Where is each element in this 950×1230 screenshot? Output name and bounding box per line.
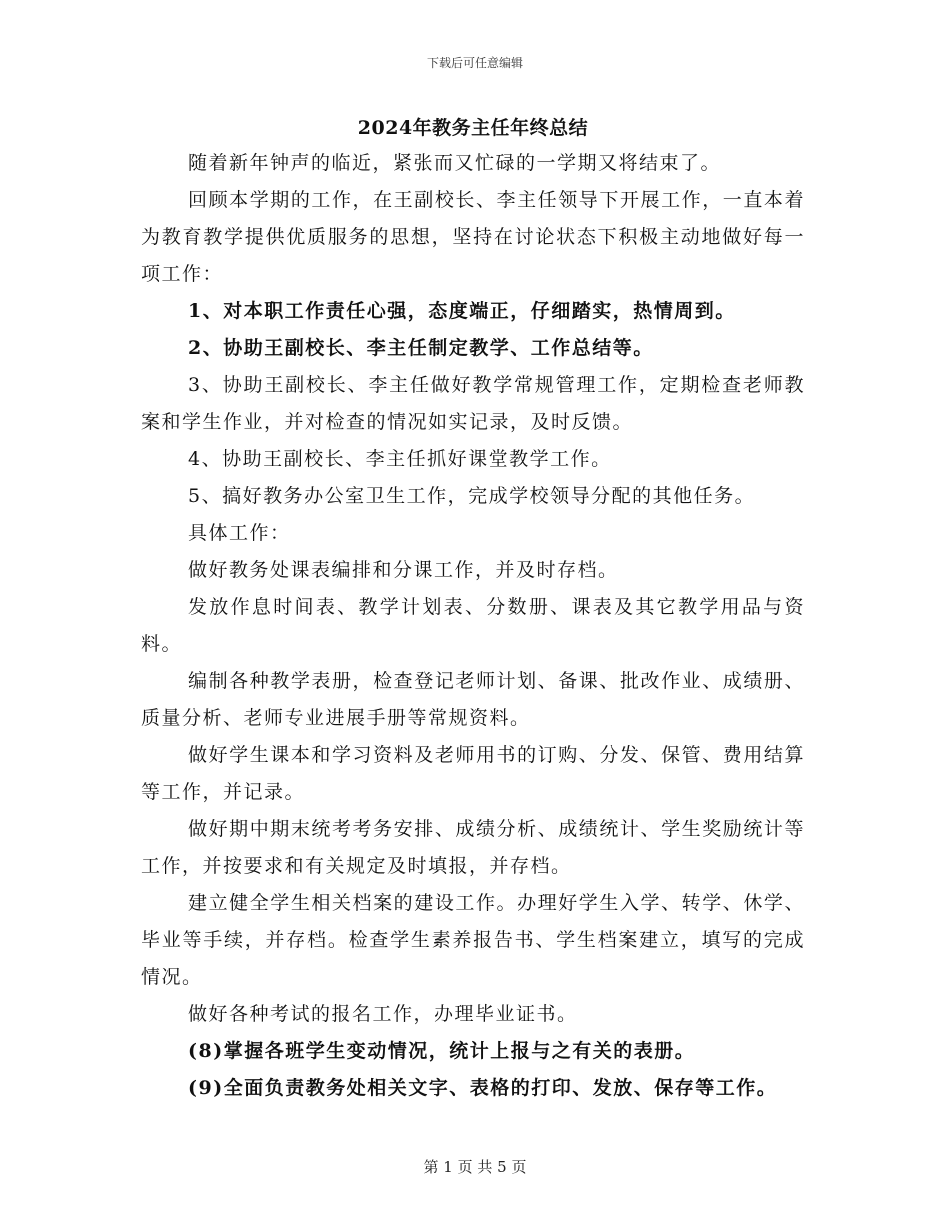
- paragraph: 发放作息时间表、教学计划表、分数册、课表及其它教学用品与资料。: [141, 596, 805, 655]
- paragraph: (9)全面负责教务处相关文字、表格的打印、发放、保存等工作。: [188, 1077, 778, 1099]
- paragraph: (8)掌握各班学生变动情况，统计上报与之有关的表册。: [188, 1040, 696, 1062]
- paragraph: 1、对本职工作责任心强，态度端正，仔细踏实，热情周到。: [188, 300, 736, 322]
- paragraph-list: [141, 145, 805, 1107]
- paragraph: 做好教务处课表编排和分课工作，并及时存档。: [188, 559, 619, 581]
- page-header-note: 下载后可任意编辑: [426, 56, 523, 70]
- paragraph: 做好各种考试的报名工作，办理毕业证书。: [188, 1003, 578, 1025]
- paragraph: 5、搞好教务办公室卫生工作，完成学校领导分配的其他任务。: [188, 485, 756, 507]
- document-body: [141, 115, 805, 1107]
- paragraph: 建立健全学生相关档案的建设工作。办理好学生入学、转学、休学、毕业等手续，并存档。检查学生素养报告书、学生档案建立，填写的完成情况。: [141, 892, 805, 988]
- paragraph: 做好学生课本和学习资料及老师用书的订购、分发、保管、费用结算等工作，并记录。: [141, 744, 805, 803]
- paragraph: 回顾本学期的工作，在王副校长、李主任领导下开展工作，一直本着为教育教学提供优质服务的思想，坚持在讨论状态下积极主动地做好每一项工作：: [141, 189, 805, 285]
- paragraph: 随着新年钟声的临近，紧张而又忙碌的一学期又将结束了。: [188, 152, 722, 174]
- page-number-footer: 第 1 页 共 5 页: [423, 1158, 527, 1176]
- paragraph: 做好期中期末统考考务安排、成绩分析、成绩统计、学生奖励统计等工作，并按要求和有关规定及时填报，并存档。: [141, 818, 805, 877]
- paragraph: 编制各种教学表册，检查登记老师计划、备课、批改作业、成绩册、质量分析、老师专业进展手册等常规资料。: [141, 670, 805, 729]
- paragraph: 具体工作：: [188, 522, 291, 544]
- paragraph: 4、协助王副校长、李主任抓好课堂教学工作。: [188, 448, 612, 470]
- document-title: 2024年教务主任年终总结: [357, 117, 589, 139]
- paragraph: 3、协助王副校长、李主任做好教学常规管理工作，定期检查老师教案和学生作业，并对检查的情况如实记录，及时反馈。: [141, 374, 805, 433]
- paragraph: 2、协助王副校长、李主任制定教学、工作总结等。: [188, 337, 654, 359]
